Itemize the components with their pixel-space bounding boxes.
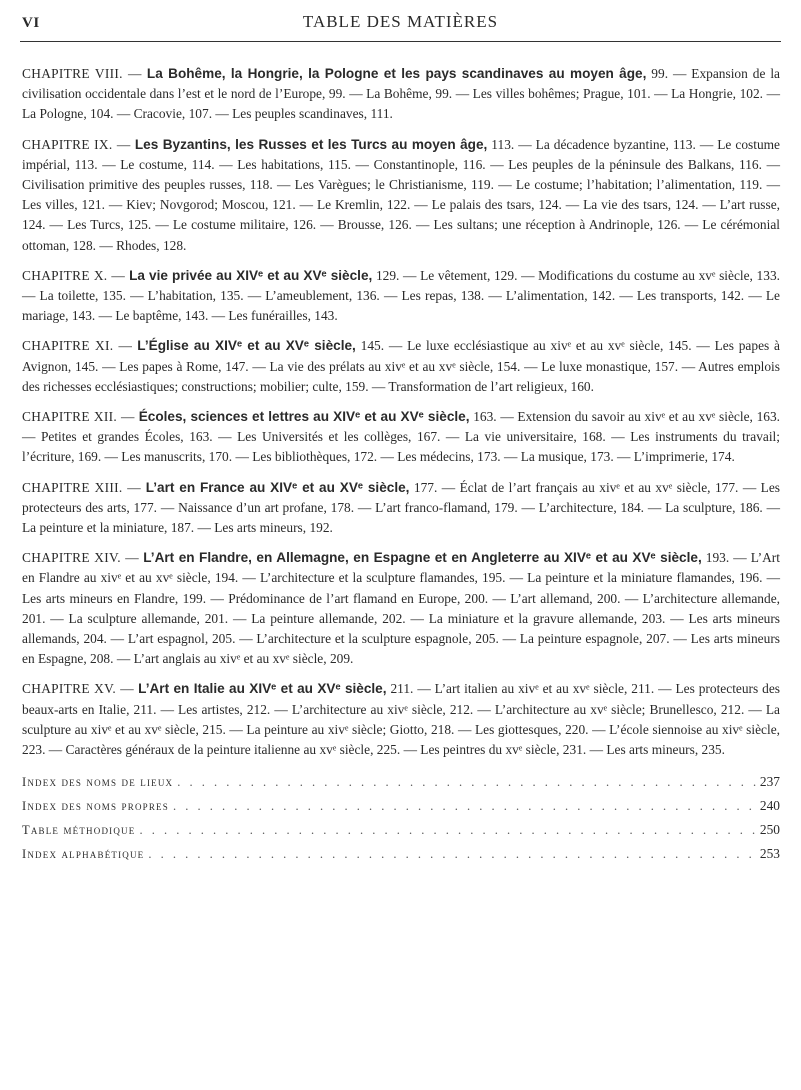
chapter-title: L’Art en Flandre, en Allemagne, en Espagne et en Angleterre au XIVᵉ et au XVᵉ siècle, [143, 550, 702, 566]
index-entry-label: Index des noms de lieux [22, 775, 174, 790]
index-entry-label: Index des noms propres [22, 799, 169, 814]
chapter-label: CHAPITRE XV. — [22, 681, 139, 697]
index-entry-page: 253 [759, 846, 780, 862]
dot-leader [177, 772, 756, 792]
chapter-title: Les Byzantins, les Russes et les Turcs au moyen âge, [134, 136, 488, 152]
chapter-title: L’art en France au XIVᵉ et au XVᵉ siècle, [145, 479, 410, 495]
chapter-title: L’Art en Italie au XIVᵉ et au XVᵉ siècle, [138, 681, 387, 697]
chapter-title: L’Église au XIVᵉ et au XVᵉ siècle, [137, 338, 356, 354]
page-header [0, 12, 801, 36]
chapter-title: La Bohême, la Hongrie, la Pologne et les pays scandinaves au moyen âge, [146, 66, 647, 81]
dot-leader [139, 820, 755, 840]
index-entry-page: 250 [759, 822, 780, 838]
chapter-entry [22, 135, 780, 256]
index-entry-page: 240 [759, 798, 780, 814]
chapter-entry [22, 679, 780, 760]
chapter-summary: 193. — L’Art en Flandre au xivᵉ et au xvᵉ siècle, 194. — L’architecture et la sculpture flamandes, 195. — La peinture et la miniature flamandes, 196. — Les arts mineurs en Flandre, 199. — Prédominance de l’art flamand en Europe, 200. — L’art allemand, 200. — L’architecture allemande, 201. — La sculpture allemande, 201. — La peinture allemande, 202. — La miniature et la gravure allemande, 203. — Les arts mineurs allemands, 204. — L’art espagnol, 205. — L’architecture et la sculpture espagnole, 205. — La peinture espagnole, 207. — Les arts mineurs en Espagne, 208. — L’art anglais au xivᵉ et au xvᵉ siècle, 209. [22, 550, 780, 667]
dot-leader [173, 796, 756, 816]
chapter-entry [22, 336, 780, 397]
index-entry [22, 820, 780, 844]
chapter-entry [22, 64, 780, 125]
chapter-summary: 113. — La décadence byzantine, 113. — Le costume impérial, 113. — Le costume, 114. — Les habitations, 115. — Constantinople, 116. — Les peuples de la péninsule des Balkans, 116. — Civilisation primitive des peuples russes, 118. — Les Varègues; le Christianisme, 119. — Le costume; l’habitation; l’alimentation, 119. — Les villes, 121. — Kiev; Novgorod; Moscou, 121. — Le Kremlin, 122. — Le palais des tsars, 124. — La vie des tsars, 124. — L’art russe, 124. — Les Turcs, 125. — Le costume militaire, 126. — Brousse, 126. — Les sultans; une réception à Andrinople, 126. — Le cérémonial ottoman, 128. — Rhodes, 128. [22, 136, 780, 253]
index-entry-page: 237 [759, 774, 780, 790]
chapter-summary: 129. — Le vêtement, 129. — Modifications du costume au xvᵉ siècle, 133. — La toilette, 135. — L’habitation, 135. — L’ameublement, 136. — Les repas, 138. — L’alimentation, 142. — Les transports, 142. — Le mariage, 143. — Le baptême, 143. — Les funérailles, 143. [22, 267, 780, 324]
table-of-contents [22, 64, 780, 868]
chapter-label: CHAPITRE IX. — [22, 136, 135, 152]
chapter-title: Écoles, sciences et lettres au XIVᵉ et au XVᵉ siècle, [138, 409, 470, 425]
chapter-label: CHAPITRE XIV. — [22, 550, 144, 566]
chapter-entry [22, 266, 780, 327]
index-entry [22, 772, 780, 796]
index-entry [22, 844, 780, 868]
chapter-title: La vie privée au XIVᵉ et au XVᵉ siècle, [129, 267, 373, 283]
chapter-label: CHAPITRE X. — [22, 267, 130, 283]
chapter-entry [22, 478, 780, 539]
chapter-summary: 99. — Expansion de la civilisation occidentale dans l’est et le nord de l’Europe, 99. — La Bohême, 99. — Les villes bohêmes; Prague, 101. — La Hongrie, 102. — La Pologne, 104. — Cracovie, 107. — Les peuples scandinaves, 111. [22, 66, 780, 122]
dot-leader [148, 844, 756, 864]
chapter-label: CHAPITRE VIII. — [22, 66, 147, 81]
chapter-label: CHAPITRE XII. — [22, 409, 139, 425]
index-entry-label: Index alphabétique [22, 847, 145, 862]
page-number: VI [22, 15, 40, 31]
chapter-label: CHAPITRE XI. — [22, 338, 138, 354]
running-title: TABLE DES MATIÈRES [302, 12, 499, 31]
index-entry [22, 796, 780, 820]
chapter-label: CHAPITRE XIII. — [22, 479, 146, 495]
index-list [22, 772, 780, 868]
index-entry-label: Table méthodique [22, 823, 136, 838]
chapter-summary: 145. — Le luxe ecclésiastique au xivᵉ et au xvᵉ siècle, 145. — Les papes à Avignon, 145. — Les papes à Rome, 147. — La vie des prélats au xivᵉ et au xvᵉ siècle, 154. — Le luxe monastique, 157. — Autres emplois des richesses ecclésiastiques; constructions; mobilier; culte, 159. — Transformation de l’art religieux, 160. [22, 338, 780, 394]
chapter-summary: 163. — Extension du savoir au xivᵉ et au xvᵉ siècle, 163. — Petites et grandes Écoles, 163. — Les Universités et les collèges, 167. — La vie universitaire, 168. — Les instruments du travail; l’écriture, 169. — Les manuscrits, 170. — Les bibliothèques, 172. — Les médecins, 173. — La musique, 173. — L’imprimerie, 174. [22, 409, 781, 465]
chapter-summary: 177. — Éclat de l’art français au xivᵉ et au xvᵉ siècle, 177. — Les protecteurs des arts, 177. — Naissance d’un art profane, 178. — L’art franco-flamand, 179. — L’architecture, 184. — La sculpture, 186. — La peinture et la miniature, 187. — Les arts mineurs, 192. [22, 479, 781, 536]
chapter-entry [22, 407, 780, 468]
chapter-list [22, 64, 780, 760]
header-rule [20, 41, 781, 42]
chapter-entry [22, 548, 780, 669]
chapter-summary: 211. — L’art italien au xivᵉ et au xvᵉ siècle, 211. — Les protecteurs des beaux-arts en Italie, 211. — Les artistes, 212. — L’architecture au xivᵉ siècle, 212. — L’architecture au xvᵉ siècle; Brunellesco, 212. — La sculpture au xivᵉ et au xvᵉ siècle, 215. — La peinture au xivᵉ siècle; Giotto, 218. — Les giottesques, 220. — L’école siennoise au xivᵉ siècle, 223. — Caractères généraux de la peinture italienne au xvᵉ siècle, 225. — Les peintres du xvᵉ siècle, 231. — Les arts mineurs, 235. [22, 681, 781, 758]
